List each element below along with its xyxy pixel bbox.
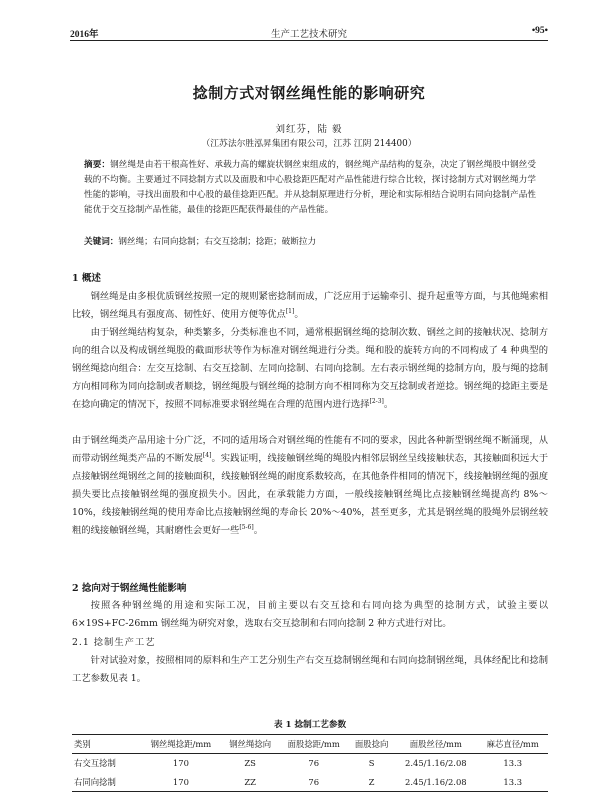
table-cell: 右同向捻制 (72, 773, 140, 792)
table-row (72, 754, 548, 773)
header-year: 2016年 (70, 30, 99, 40)
table-cell: 2.45/1.16/2.08 (405, 758, 467, 769)
section-1-paragraph-3 (72, 432, 548, 539)
table-cell: 170 (172, 758, 189, 769)
table-header-cell: 钢丝绳捻向 (222, 735, 279, 754)
section-1-paragraph-2 (72, 324, 548, 414)
table-cell: 右交互捻制 (74, 758, 116, 769)
s1-p2-text: 由于钢丝绳结构复杂，种类繁多，分类标准也不同，通常根据钢丝绳的捻制次数、钢丝之间的接触状况、捻制方向的组合以及构成钢丝绳股的截面形状等作为标准对钢丝绳进行分类。绳和股的旋转方向的不同构成了 4 种典型的钢丝绳捻向组合：左交互捻制、右交互捻制、左同向捻制、右同向捻制。左右表示钢丝绳的捻制方向，股与绳的捻制方向相同称为同向捻制或者顺捻，钢丝绳股与钢丝绳的捻制方向不相同称为交互捻制或者逆捻。钢丝绳的捻距主要是在捻向确定的情况下，按照不同标准要求钢丝绳在合理的范围内进行选择 (72, 327, 548, 410)
s1-p3-end2: 。 (253, 524, 264, 536)
keywords-text: 钢丝绳；右同向捻制；右交互捻制；捻距；破断拉力 (118, 237, 317, 247)
table-cell: 170 (140, 773, 222, 792)
table-cell: ZZ (222, 773, 279, 792)
s1-p1-text: 钢丝绳是由多根优质钢丝按照一定的规则紧密捻制而成，广泛应用于运输牵引、提升起重等方面，与其他绳索相比较，钢丝绳具有强度高、韧性好、使用方便等优点 (72, 291, 548, 320)
table-header-cell: 面股捻距/mm (278, 735, 349, 754)
table-header-cell: 面股丝径/mm (394, 735, 477, 754)
table-cell: 76 (308, 758, 320, 769)
citation: [4] (202, 451, 212, 459)
table-cell: S (368, 758, 375, 769)
table-cell: 13.3 (503, 758, 523, 769)
table-header-cell: 面股捻向 (349, 735, 394, 754)
table-header-cell: 麻芯直径/mm (477, 735, 548, 754)
table-header-row (72, 735, 548, 754)
s1-p2-end: 。 (383, 398, 394, 410)
section-2-title: 2 捻向对于钢丝绳性能影响 (72, 583, 187, 594)
abstract-label: 摘要： (84, 160, 111, 170)
paper-title: 捻制方式对钢丝绳性能的影响研究 (192, 84, 426, 102)
s1-p3-end: 。实践证明，线接触钢丝绳的绳股内相邻层钢丝呈线接触状态，其接触面积远大于点接触钢丝绳钢丝之间的接触面积，线接触钢丝绳的耐度系数较高，在其他条件相同的情况下，线接触钢丝绳的强度损失要比点接触钢丝绳的强度损失小。因此，在承载能力方面，一般线接触钢丝绳比点接触钢丝绳提高约 8%～10%，线接触钢丝绳的使用寿命比点接触钢丝绳的寿命长 20%～40%，甚至更多，尤其是钢丝绳的股绳外层钢丝较粗的线接触钢丝绳，其耐磨性会更好一些 (72, 452, 548, 536)
section-1-title: 1 概述 (72, 273, 101, 284)
header-rule (70, 40, 548, 41)
header-page-number: •95• (531, 26, 548, 36)
paper-authors: 刘红芬，陆 毅 (275, 124, 343, 135)
citation: [1] (285, 307, 295, 315)
section-2-paragraph-1: 按照各种钢丝绳的用途和实际工况，目前主要以右交互捻和右同向捻为典型的捻制方式，试验主要以 6×19S+FC-26mm 钢丝绳为研究对象，选取右交互捻制和右同向捻制 2 种方式进行对比。 (72, 600, 548, 629)
table-cell: ZS (244, 758, 256, 769)
table-cell: Z (349, 773, 394, 792)
section-2-paragraph-2: 针对试验对象，按照相同的原料和生产工艺分别生产右交互捻制钢丝绳和右同向捻制钢丝绳，具体经配比和捻制工艺参数见表 1。 (72, 655, 548, 684)
citation: [2-3] (369, 397, 384, 405)
header-journal: 生产工艺技术研究 (270, 29, 347, 40)
s1-p3-text: 由于钢丝绳类产品用途十分广泛，不同的适用场合对钢丝绳的性能有不同的要求，因此各种新型钢丝绳不断涌现，从而带动钢丝绳类产品的不断发展 (72, 435, 548, 464)
table-1-title: 表 1 捻制工艺参数 (273, 720, 347, 730)
table-1 (72, 734, 548, 792)
abstract (84, 158, 536, 218)
subsection-2-1-title: 2.1 捻制生产工艺 (72, 637, 156, 648)
keywords (84, 235, 536, 250)
paper-affiliation: （江苏法尔胜泓昇集团有限公司，江苏 江阴 214400） (201, 139, 417, 149)
keywords-label: 关键词： (84, 237, 119, 247)
table-cell: 76 (278, 773, 349, 792)
table-row (72, 773, 548, 792)
table-cell: 13.3 (477, 773, 548, 792)
abstract-text: 钢丝绳是由若干根高性好、承载力高的螺旋状钢丝束组成的，钢丝绳产品结构的复杂，决定了钢丝绳股中钢丝受载的不均衡。主要通过不同捻制方式以及面股和中心股捻距匹配对产品性能进行综合比较，探讨捻制方式对钢丝绳力学性能的影响，寻找出面股和中心股的最佳捻距匹配。并从捻制原理进行分析，理论和实际相结合说明右同向捻制产品性能优于交互捻制产品性能，最佳的捻距匹配获得最佳的产品性能。 (84, 160, 536, 216)
table-header-cell: 钢丝绳捻距/mm (140, 735, 222, 754)
table-cell: 2.45/1.16/2.08 (394, 773, 477, 792)
citation: [5-6] (239, 523, 254, 531)
page-header (70, 22, 548, 40)
table-header-cell: 类别 (72, 735, 140, 754)
section-1-paragraph-1 (72, 288, 548, 324)
s1-p1-end: 。 (294, 308, 304, 320)
